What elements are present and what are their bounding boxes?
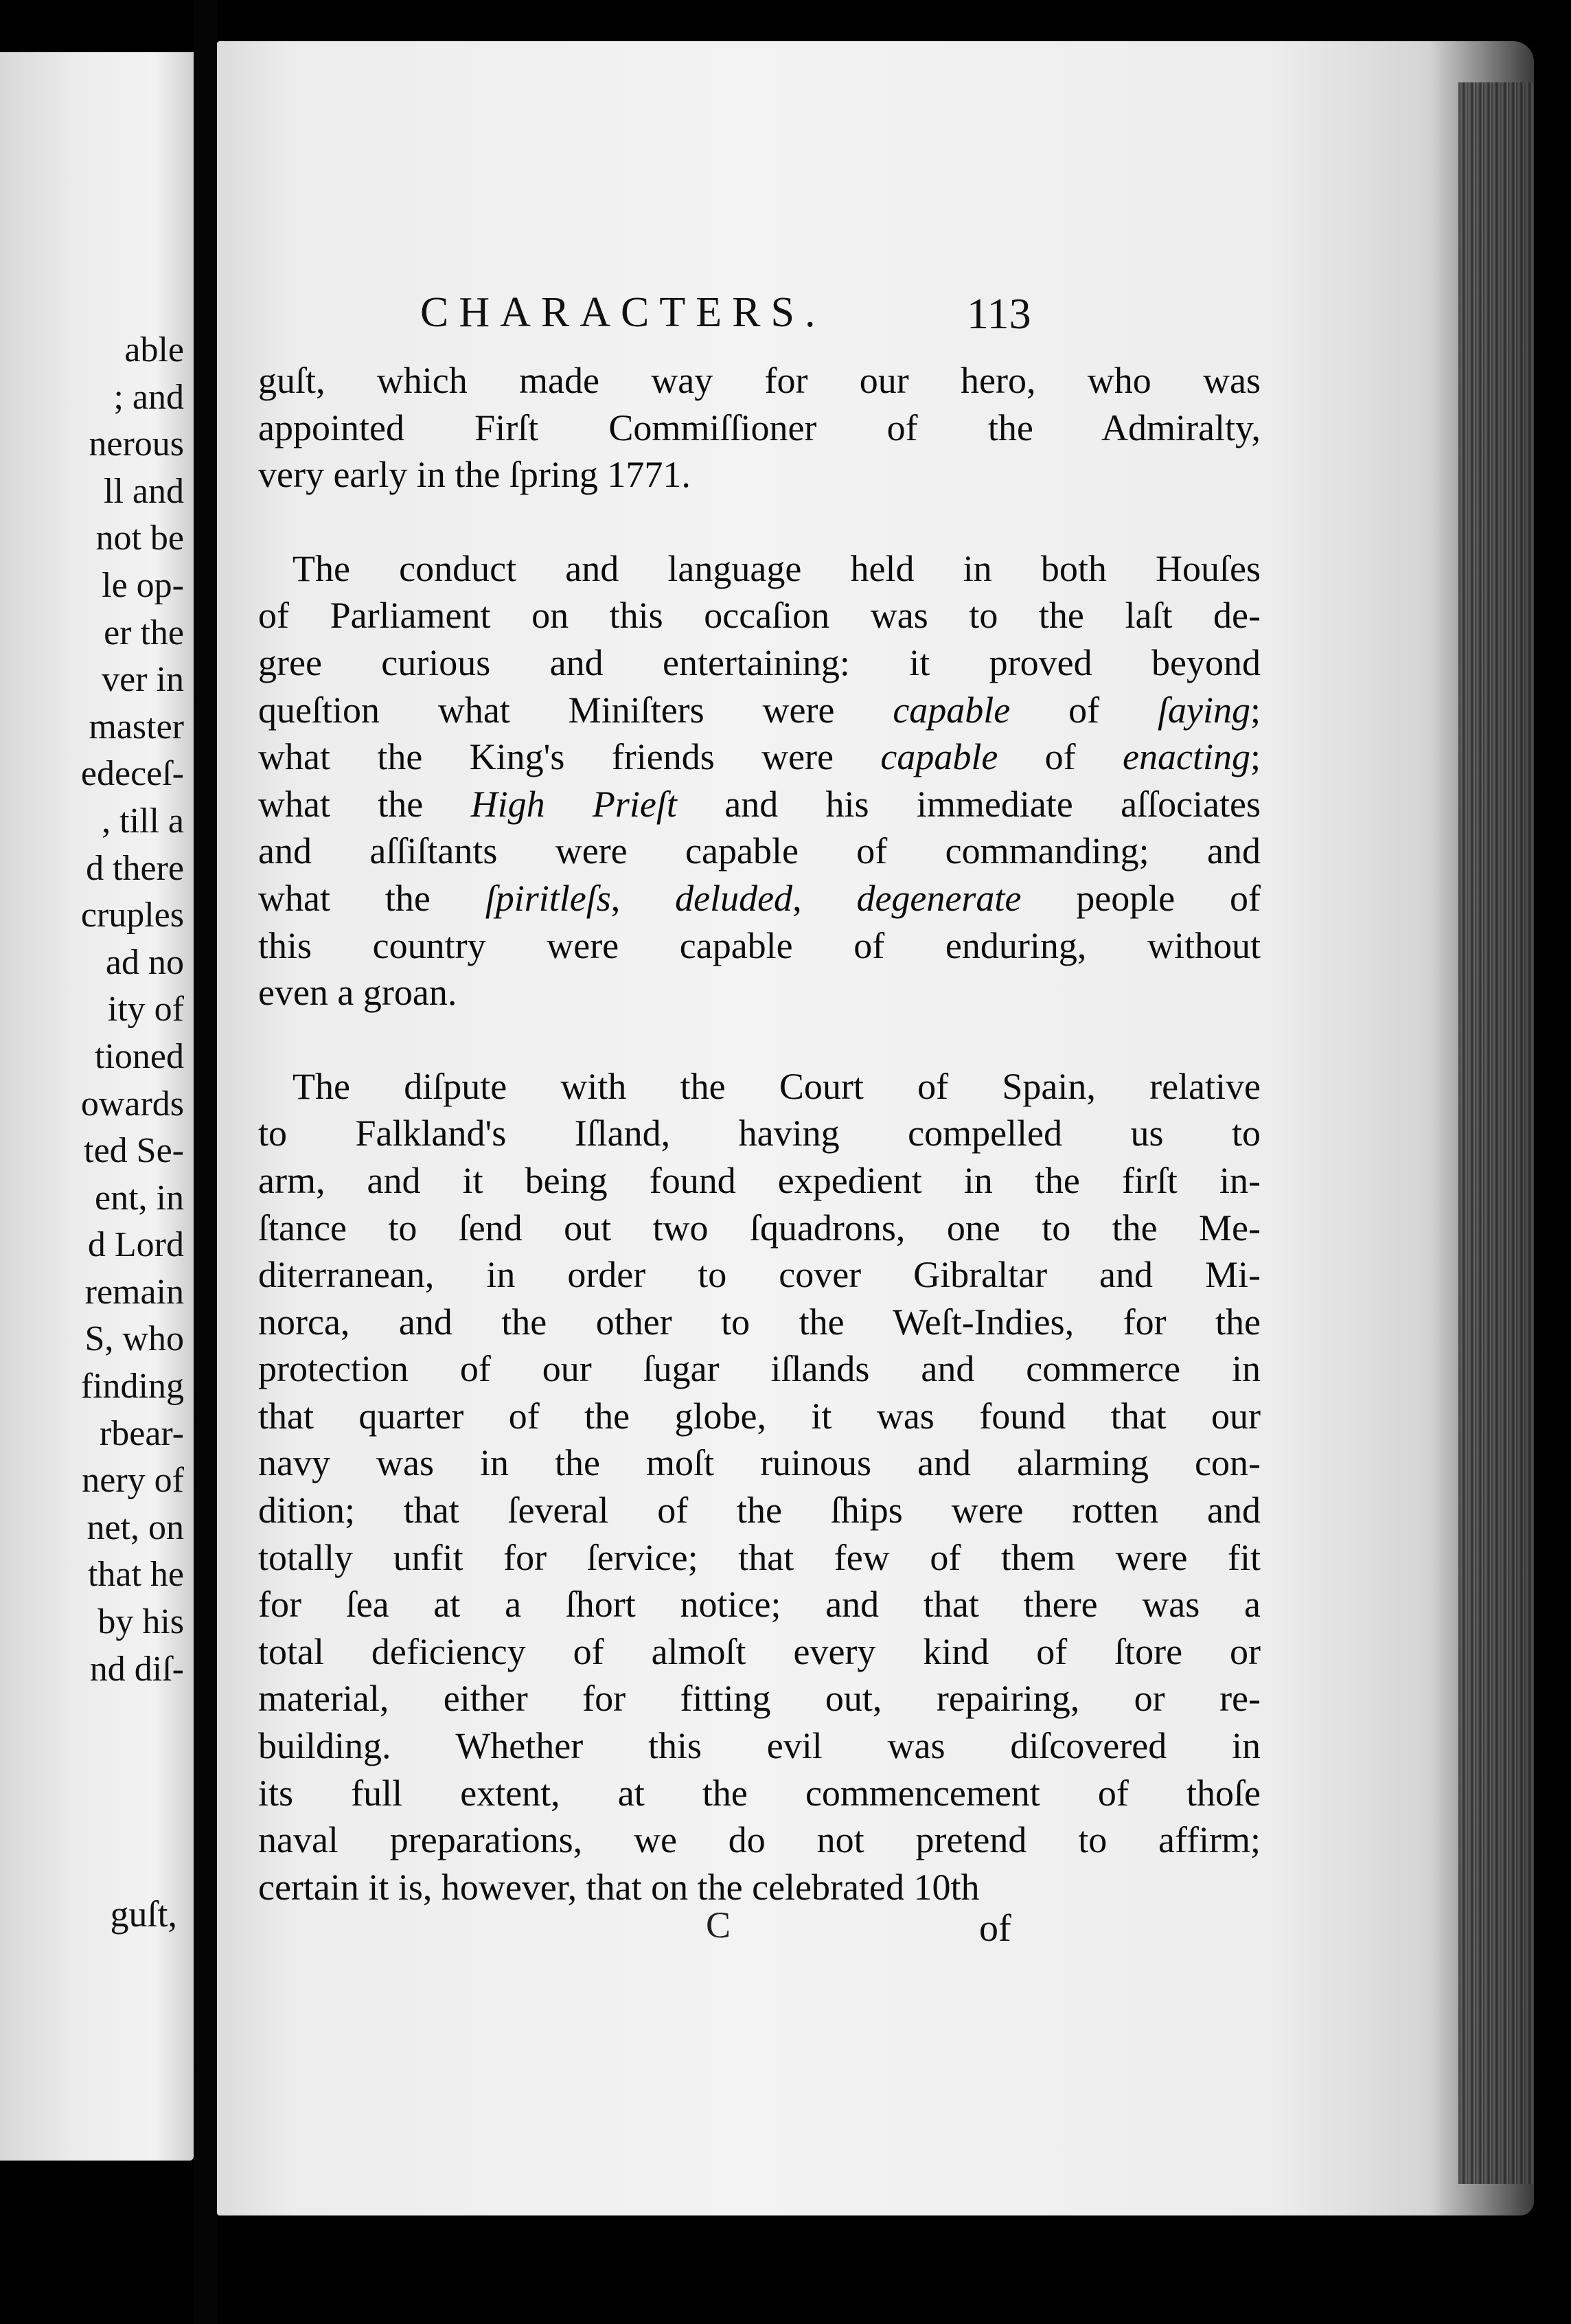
- left-page-line: ity of: [107, 990, 184, 1029]
- main-page: [217, 41, 1534, 2215]
- left-page-line: er the: [104, 613, 184, 652]
- left-page-line: ll and: [104, 471, 184, 511]
- left-page-line: rbear-: [99, 1413, 184, 1453]
- text-line: even a groan.: [258, 972, 457, 1014]
- paragraph-1: [258, 357, 1261, 499]
- text-line: navy was in the moſt ruinous and alarming con-: [258, 1442, 1261, 1484]
- page-edges: [1458, 82, 1534, 2184]
- left-page-line: nerous: [89, 424, 184, 464]
- running-head: [217, 288, 1261, 350]
- text-line: dition; that ſeveral of the ſhips were rotten and: [258, 1490, 1261, 1531]
- text-line: naval preparations, we do not pretend to affirm;: [258, 1819, 1261, 1861]
- text-line: The diſpute with the Court of Spain, relative: [293, 1065, 1261, 1107]
- text-line: to Falkland's Iſland, having compelled us to: [258, 1113, 1261, 1154]
- left-page-line: ver in: [102, 660, 184, 700]
- catchword: of: [979, 1907, 1011, 1950]
- left-page-line: master: [89, 707, 184, 747]
- left-page-line: , till a: [102, 801, 184, 841]
- left-page-line: d there: [86, 848, 184, 888]
- left-page-line: S, who: [84, 1319, 184, 1359]
- left-page-line: by his: [98, 1602, 184, 1642]
- left-page-line: ted Se-: [84, 1131, 184, 1171]
- text-line: norca, and the other to the Weſt-Indies, for the: [258, 1301, 1261, 1343]
- left-page-line: ; and: [113, 377, 184, 417]
- text-line: material, either for fitting out, repairing, or re-: [258, 1678, 1261, 1720]
- text-line: and aſſiſtants were capable of commanding; and: [258, 830, 1261, 872]
- text-line: total deficiency of almoſt every kind of ſtore or: [258, 1630, 1261, 1672]
- body-text: [258, 357, 1261, 1911]
- left-page-line: owards: [80, 1084, 184, 1124]
- left-page-line: nd diſ-: [89, 1649, 184, 1689]
- left-page-line: able: [124, 330, 184, 369]
- left-page-line: net, on: [87, 1507, 184, 1547]
- left-page-line: ad no: [105, 942, 184, 982]
- paragraph-2: [258, 545, 1261, 1016]
- text-line: that quarter of the globe, it was found that our: [258, 1395, 1261, 1437]
- left-page-catchword: guſt,: [110, 1893, 177, 1935]
- left-page-line: edeceſ-: [80, 754, 184, 794]
- text-line: guſt, which made way for our hero, who was: [258, 360, 1261, 401]
- text-line: The conduct and language held in both Houſes: [293, 547, 1261, 589]
- left-page-line: tioned: [95, 1036, 184, 1076]
- left-page-line: nery of: [82, 1461, 184, 1501]
- text-line: protection of our ſugar iſlands and commerce in: [258, 1348, 1261, 1390]
- text-line: of Parliament on this occaſion was to the laſt de-: [258, 595, 1261, 637]
- left-page-fragment: [0, 52, 194, 2161]
- left-page-text: [0, 327, 184, 1693]
- book-gutter: [194, 0, 217, 2324]
- text-line: building. Whether this evil was diſcovered in: [258, 1725, 1261, 1767]
- left-page-line: remain: [84, 1272, 184, 1312]
- running-title: CHARACTERS.: [420, 289, 826, 336]
- text-line: what the High Prieſt and his immediate aſſociates: [258, 783, 1261, 825]
- left-page-line: that he: [87, 1555, 184, 1595]
- text-line: diterranean, in order to cover Gibraltar and Mi-: [258, 1254, 1261, 1296]
- left-page-line: not be: [95, 519, 184, 558]
- text-line: totally unfit for ſervice; that few of them were fit: [258, 1536, 1261, 1578]
- left-page-line: le op-: [102, 565, 184, 605]
- text-line: what the ſpiritleſs, deluded, degenerate people of: [258, 877, 1261, 919]
- left-page-line: ent, in: [95, 1178, 184, 1218]
- signature-mark: C: [706, 1904, 731, 1946]
- text-line: for ſea at a ſhort notice; and that there was a: [258, 1584, 1261, 1626]
- left-page-line: finding: [80, 1367, 184, 1406]
- left-page-line: cruples: [80, 896, 184, 935]
- text-line: certain it is, however, that on the celebrated 10th: [258, 1866, 980, 1908]
- text-line: appointed Firſt Commiſſioner of the Admiralty,: [258, 407, 1261, 448]
- text-line: ſtance to ſend out two ſquadrons, one to the Me-: [258, 1207, 1261, 1249]
- text-line: this country were capable of enduring, without: [258, 924, 1261, 966]
- paragraph-3: [258, 1063, 1261, 1911]
- text-line: arm, and it being found expedient in the firſt in-: [258, 1159, 1261, 1201]
- text-line: what the King's friends were capable of enacting;: [258, 736, 1261, 778]
- left-page-line: d Lord: [87, 1225, 184, 1265]
- text-line: gree curious and entertaining: it proved beyond: [258, 641, 1261, 683]
- page-number: 113: [967, 289, 1031, 338]
- text-line: very early in the ſpring 1771.: [258, 454, 691, 496]
- text-line: queſtion what Miniſters were capable of ſaying;: [258, 689, 1261, 731]
- text-line: its full extent, at the commencement of thoſe: [258, 1772, 1261, 1814]
